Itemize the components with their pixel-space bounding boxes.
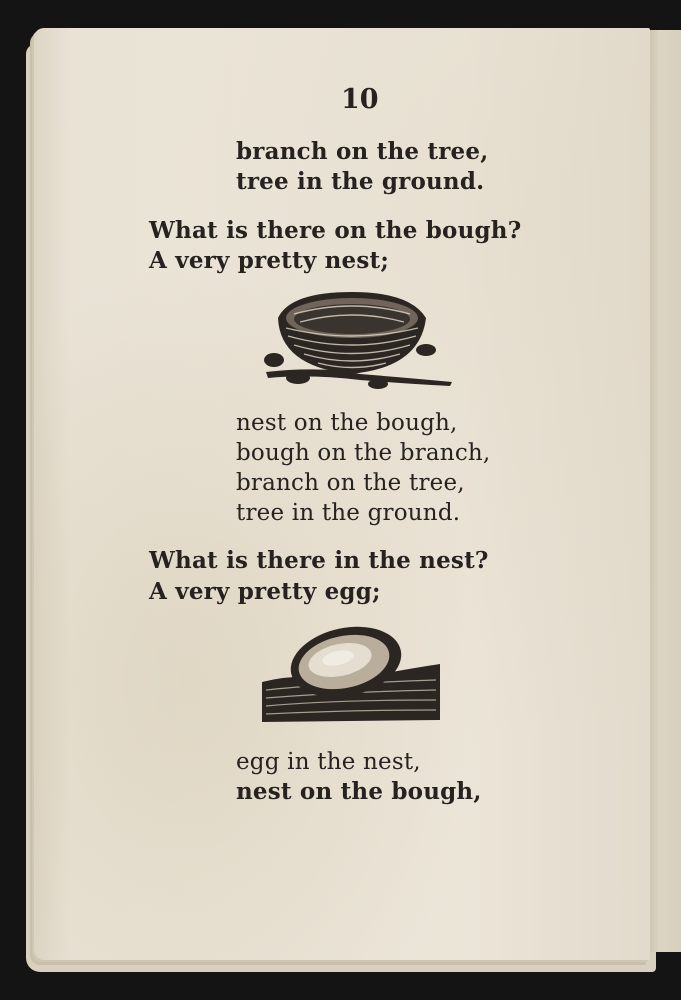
verse-line: nest on the bough, — [236, 778, 482, 805]
verse-line: branch on the tree, — [236, 470, 465, 496]
answer-line: A very pretty nest; — [149, 247, 390, 274]
answer-line: A very pretty egg; — [149, 578, 381, 605]
egg-illustration — [260, 624, 442, 726]
verse-line: egg in the nest, — [236, 749, 421, 775]
nest-illustration — [260, 288, 456, 394]
page-number: 10 — [341, 84, 379, 115]
verse-line: nest on the bough, — [236, 410, 458, 436]
verse-line: tree in the ground. — [236, 500, 461, 526]
facing-page-edge — [650, 30, 681, 952]
verse-line: bough on the branch, — [236, 440, 491, 466]
verse-line: branch on the tree, — [236, 138, 489, 165]
verse-line: tree in the ground. — [236, 168, 485, 195]
question-line: What is there on the bough? — [149, 217, 522, 244]
question-line: What is there in the nest? — [149, 547, 489, 574]
